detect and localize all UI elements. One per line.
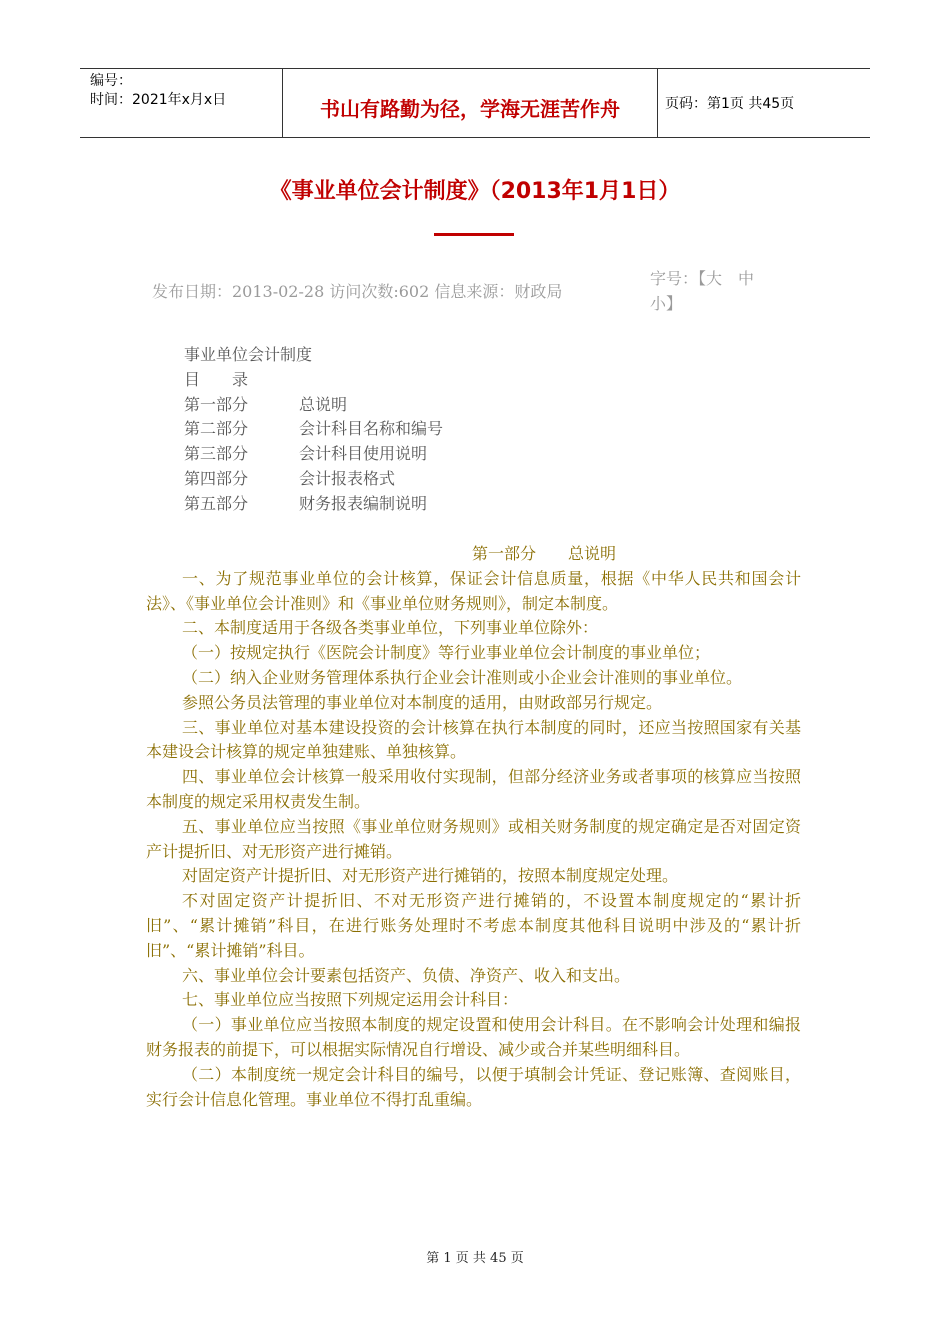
paragraph: 六、事业单位会计要素包括资产、负债、净资产、收入和支出。 [182,965,631,985]
toc-contents-label: 目 录 [184,369,249,389]
toc-item-name: 财务报表编制说明 [299,493,428,513]
paragraph: （一）按规定执行《医院会计制度》等行业事业单位会计制度的事业单位； [182,643,711,663]
title-underline [434,233,514,236]
paragraph: 三、事业单位对基本建设投资的会计核算在执行本制度的同时，还应当按照国家有关基本建设会计核算的规定单独建账、单独核算。 [146,717,801,762]
toc-item [184,393,443,418]
toc-item-name: 会计科目使用说明 [299,444,428,464]
toc-heading: 事业单位会计制度 [184,345,313,364]
paragraph: 二、本制度适用于各级各类事业单位，下列事业单位除外： [182,618,599,638]
publish-meta: 发布日期：2013-02-28 访问次数:602 信息来源：财政局 [152,282,563,301]
document-number-label: 编号： [90,73,132,89]
paragraph: 一、为了规范事业单位的会计核算，保证会计信息质量，根据《中华人民共和国会计法》、《事业单位会计准则》和《事业单位财务规则》，制定本制度。 [146,568,801,613]
toc-item [184,467,443,492]
section-body [146,542,801,1112]
toc-item-name: 会计科目名称和编号 [299,419,444,439]
toc-item [184,442,443,467]
paragraph: 五、事业单位应当按照《事业单位财务规则》或相关财务制度的规定确定是否对固定资产计提折旧、对无形资产进行摊销。 [146,816,801,861]
table-of-contents [184,343,443,517]
header-page-cell [657,69,870,137]
paragraph: 对固定资产计提折旧、对无形资产进行摊销的，按照本制度规定处理。 [182,866,679,886]
header-motto: 书山有路勤为径，学海无涯苦作舟 [320,97,620,121]
page-title: 《事业单位会计制度》（2013年1月1日） [269,179,681,204]
document-time-label: 时间：2021年x月x日 [90,92,227,108]
paragraph: 四、事业单位会计核算一般采用收付实现制，但部分经济业务或者事项的核算应当按照本制度的规定采用权责发生制。 [146,767,801,811]
header-page-info: 页码：第1页 共45页 [665,96,795,112]
paragraph: 七、事业单位应当按照下列规定运用会计科目： [182,990,519,1010]
document-header [80,68,870,138]
font-size-selector[interactable]: 字号：【大 中 小】 [650,269,771,313]
paragraph: （一）事业单位应当按照本制度的规定设置和使用会计科目。在不影响会计处理和编报财务报表的前提下，可以根据实际情况自行增设、减少或合并某些明细科目。 [146,1015,801,1059]
toc-item-part: 第四部分 [184,468,249,488]
paragraph: （二）纳入企业财务管理体系执行企业会计准则或小企业会计准则的事业单位。 [182,667,743,687]
header-left-cell [80,69,282,137]
toc-item-part: 第五部分 [184,493,249,513]
toc-item-name: 总说明 [299,394,348,414]
section-heading: 第一部分 总说明 [472,544,617,563]
paragraph: 参照公务员法管理的事业单位对本制度的适用，由财政部另行规定。 [182,692,663,712]
page-footer: 第 1 页 共 45 页 [426,1251,524,1266]
paragraph: 不对固定资产计提折旧、不对无形资产进行摊销的，不设置本制度规定的“累计折旧”、“累计摊销”科目，在进行账务处理时不考虑本制度其他科目说明中涉及的“累计折旧”、“累计摊销”科目。 [146,891,801,960]
toc-item-name: 会计报表格式 [299,468,396,488]
header-motto-cell [282,69,658,137]
paragraph: （二）本制度统一规定会计科目的编号，以便于填制会计凭证、登记账簿、查阅账目，实行会计信息化管理。事业单位不得打乱重编。 [146,1064,801,1109]
toc-item [184,492,443,517]
toc-item-part: 第二部分 [184,419,249,439]
toc-item-part: 第一部分 [184,394,249,414]
toc-item [184,417,443,442]
toc-item-part: 第三部分 [184,444,249,464]
